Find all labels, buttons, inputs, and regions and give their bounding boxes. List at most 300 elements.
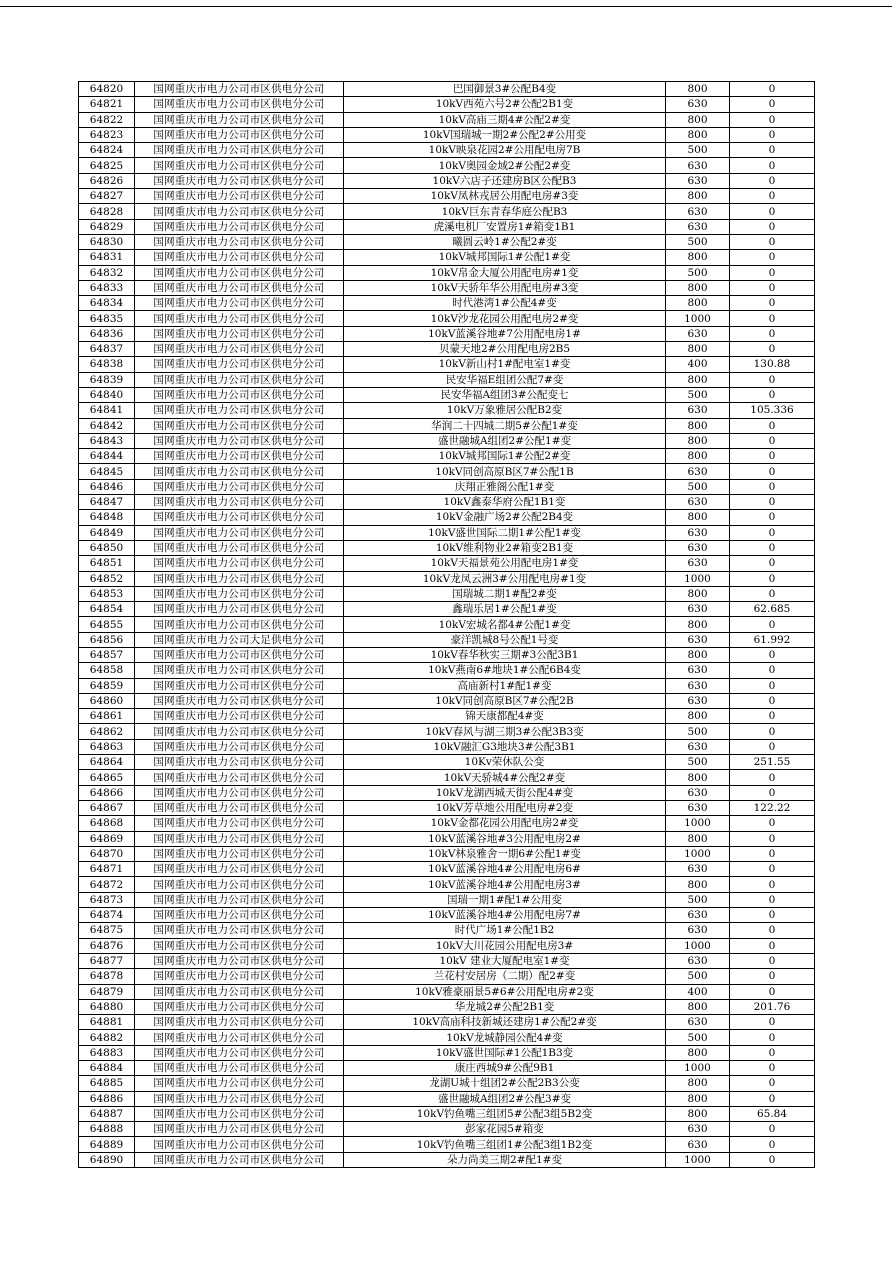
cell-name: 10kV蓝溪谷地4#公用配电房7# — [344, 908, 666, 923]
cell-name: 巴国御景3#公配B4变 — [344, 82, 666, 97]
cell-value: 0 — [730, 938, 815, 953]
cell-org: 国网重庆市电力公司市区供电分公司 — [135, 158, 344, 173]
cell-value: 0 — [730, 892, 815, 907]
cell-capacity: 1000 — [666, 846, 730, 861]
cell-name: 10kV蓝溪谷地4#公用配电房6# — [344, 862, 666, 877]
cell-id: 64850 — [79, 540, 135, 555]
table-row — [79, 693, 815, 708]
cell-name: 高庙新村1#配1#变 — [344, 678, 666, 693]
cell-id: 64822 — [79, 112, 135, 127]
cell-id: 64825 — [79, 158, 135, 173]
cell-value: 0 — [730, 204, 815, 219]
transformer-table — [78, 81, 815, 1168]
cell-org: 国网重庆市电力公司市区供电分公司 — [135, 418, 344, 433]
cell-capacity: 800 — [666, 82, 730, 97]
cell-value: 62.685 — [730, 602, 815, 617]
cell-value: 0 — [730, 143, 815, 158]
cell-name: 10kV凤林戎居公用配电房#3变 — [344, 189, 666, 204]
cell-id: 64835 — [79, 311, 135, 326]
cell-capacity: 630 — [666, 923, 730, 938]
table-row — [79, 1015, 815, 1030]
table-row — [79, 877, 815, 892]
cell-name: 10kV大川花园公用配电房3# — [344, 938, 666, 953]
cell-value: 0 — [730, 831, 815, 846]
table-row — [79, 556, 815, 571]
cell-name: 民安华福A组团3#公配变七 — [344, 387, 666, 402]
cell-org: 国网重庆市电力公司市区供电分公司 — [135, 816, 344, 831]
table-row — [79, 602, 815, 617]
cell-id: 64888 — [79, 1122, 135, 1137]
table-row — [79, 923, 815, 938]
cell-org: 国网重庆市电力公司市区供电分公司 — [135, 250, 344, 265]
cell-value: 0 — [730, 112, 815, 127]
cell-capacity: 500 — [666, 234, 730, 249]
cell-capacity: 400 — [666, 357, 730, 372]
cell-org: 国网重庆市电力公司市区供电分公司 — [135, 892, 344, 907]
cell-org: 国网重庆市电力公司市区供电分公司 — [135, 357, 344, 372]
cell-name: 10kV金都花园公用配电房2#变 — [344, 816, 666, 831]
cell-org: 国网重庆市电力公司市区供电分公司 — [135, 755, 344, 770]
cell-id: 64865 — [79, 770, 135, 785]
cell-id: 64874 — [79, 908, 135, 923]
table-row — [79, 326, 815, 341]
cell-name: 华龙城2#公配2B1变 — [344, 999, 666, 1014]
cell-value: 0 — [730, 969, 815, 984]
cell-capacity: 630 — [666, 326, 730, 341]
cell-capacity: 800 — [666, 999, 730, 1014]
cell-value: 0 — [730, 540, 815, 555]
cell-capacity: 630 — [666, 1015, 730, 1030]
cell-capacity: 800 — [666, 831, 730, 846]
cell-capacity: 800 — [666, 280, 730, 295]
table-row — [79, 143, 815, 158]
table-row — [79, 464, 815, 479]
cell-org: 国网重庆市电力公司市区供电分公司 — [135, 525, 344, 540]
cell-capacity: 630 — [666, 693, 730, 708]
cell-capacity: 1000 — [666, 938, 730, 953]
cell-name: 10kV龙凤云洲3#公用配电房#1变 — [344, 571, 666, 586]
cell-name: 10kV万象雅居公配B2变 — [344, 403, 666, 418]
cell-id: 64869 — [79, 831, 135, 846]
table-row — [79, 311, 815, 326]
cell-value: 0 — [730, 173, 815, 188]
table-row — [79, 433, 815, 448]
cell-name: 10kV盛世国际#1公配1B3变 — [344, 1045, 666, 1060]
cell-value: 0 — [730, 1030, 815, 1045]
cell-id: 64841 — [79, 403, 135, 418]
cell-id: 64881 — [79, 1015, 135, 1030]
cell-capacity: 1000 — [666, 571, 730, 586]
cell-value: 0 — [730, 219, 815, 234]
cell-name: 10kV宏城名都4#公配1#变 — [344, 617, 666, 632]
table-row — [79, 816, 815, 831]
cell-id: 64823 — [79, 127, 135, 142]
cell-value: 0 — [730, 953, 815, 968]
cell-org: 国网重庆市电力公司市区供电分公司 — [135, 143, 344, 158]
cell-capacity: 500 — [666, 387, 730, 402]
cell-name: 锦天康都配4#变 — [344, 709, 666, 724]
cell-name: 10kV帛金大厦公用配电房#1变 — [344, 265, 666, 280]
cell-name: 10kV城邦国际1#公配1#变 — [344, 250, 666, 265]
cell-id: 64875 — [79, 923, 135, 938]
cell-org: 国网重庆市电力公司市区供电分公司 — [135, 1122, 344, 1137]
cell-value: 0 — [730, 280, 815, 295]
table-row — [79, 1076, 815, 1091]
cell-capacity: 630 — [666, 663, 730, 678]
cell-name: 10kV同创高原B区7#公配1B — [344, 464, 666, 479]
cell-id: 64877 — [79, 953, 135, 968]
cell-org: 国网重庆市电力公司市区供电分公司 — [135, 234, 344, 249]
cell-capacity: 630 — [666, 739, 730, 754]
table-row — [79, 908, 815, 923]
cell-value: 0 — [730, 342, 815, 357]
cell-id: 64863 — [79, 739, 135, 754]
table-row — [79, 892, 815, 907]
cell-value: 0 — [730, 617, 815, 632]
cell-capacity: 800 — [666, 449, 730, 464]
cell-org: 国网重庆市电力公司市区供电分公司 — [135, 204, 344, 219]
cell-name: 盛世融城A组团2#公配3#变 — [344, 1091, 666, 1106]
cell-name: 民安华福E组团公配7#变 — [344, 372, 666, 387]
cell-org: 国网重庆市电力公司市区供电分公司 — [135, 969, 344, 984]
cell-value: 0 — [730, 495, 815, 510]
cell-id: 64852 — [79, 571, 135, 586]
cell-name: 10kV奥园金域2#公配2#变 — [344, 158, 666, 173]
table-row — [79, 418, 815, 433]
cell-capacity: 500 — [666, 755, 730, 770]
cell-org: 国网重庆市电力公司市区供电分公司 — [135, 479, 344, 494]
cell-org: 国网重庆市电力公司市区供电分公司 — [135, 1091, 344, 1106]
cell-capacity: 800 — [666, 127, 730, 142]
table-body — [79, 82, 815, 1168]
cell-value: 0 — [730, 510, 815, 525]
cell-capacity: 1000 — [666, 816, 730, 831]
cell-capacity: 630 — [666, 678, 730, 693]
table-row — [79, 709, 815, 724]
cell-name: 庆翔正雅阁公配1#变 — [344, 479, 666, 494]
cell-org: 国网重庆市电力公司市区供电分公司 — [135, 540, 344, 555]
cell-value: 0 — [730, 311, 815, 326]
cell-value: 0 — [730, 372, 815, 387]
table-row — [79, 586, 815, 601]
cell-org: 国网重庆市电力公司市区供电分公司 — [135, 1152, 344, 1167]
cell-value: 0 — [730, 1061, 815, 1076]
cell-value: 0 — [730, 418, 815, 433]
cell-value: 0 — [730, 770, 815, 785]
cell-value: 0 — [730, 877, 815, 892]
table-row — [79, 495, 815, 510]
cell-org: 国网重庆市电力公司市区供电分公司 — [135, 693, 344, 708]
cell-value: 65.84 — [730, 1106, 815, 1121]
cell-capacity: 800 — [666, 1106, 730, 1121]
table-row — [79, 127, 815, 142]
cell-value: 0 — [730, 785, 815, 800]
cell-value: 0 — [730, 449, 815, 464]
table-row — [79, 663, 815, 678]
cell-id: 64878 — [79, 969, 135, 984]
cell-value: 0 — [730, 984, 815, 999]
table-row — [79, 739, 815, 754]
cell-org: 国网重庆市电力公司市区供电分公司 — [135, 571, 344, 586]
cell-id: 64871 — [79, 862, 135, 877]
table-row — [79, 525, 815, 540]
cell-id: 64864 — [79, 755, 135, 770]
cell-capacity: 800 — [666, 433, 730, 448]
cell-value: 0 — [730, 479, 815, 494]
cell-org: 国网重庆市电力公司市区供电分公司 — [135, 709, 344, 724]
cell-org: 国网重庆市电力公司市区供电分公司 — [135, 877, 344, 892]
cell-name: 虎溪电机厂安置房1#箱变1B1 — [344, 219, 666, 234]
cell-org: 国网重庆市电力公司市区供电分公司 — [135, 1015, 344, 1030]
cell-name: 10kV林泉雅舍一期6#公配1#变 — [344, 846, 666, 861]
cell-org: 国网重庆市电力公司市区供电分公司 — [135, 112, 344, 127]
cell-value: 0 — [730, 387, 815, 402]
cell-value: 0 — [730, 678, 815, 693]
cell-org: 国网重庆市电力公司市区供电分公司 — [135, 663, 344, 678]
cell-name: 10kV西苑六号2#公配2B1变 — [344, 97, 666, 112]
cell-id: 64820 — [79, 82, 135, 97]
table-row — [79, 280, 815, 295]
cell-id: 64885 — [79, 1076, 135, 1091]
cell-id: 64886 — [79, 1091, 135, 1106]
cell-value: 0 — [730, 1152, 815, 1167]
cell-value: 0 — [730, 82, 815, 97]
cell-name: 10kV燕南6#地块1#公配6B4变 — [344, 663, 666, 678]
cell-org: 国网重庆市电力公司市区供电分公司 — [135, 831, 344, 846]
cell-org: 国网重庆市电力公司市区供电分公司 — [135, 800, 344, 815]
table-row — [79, 938, 815, 953]
cell-capacity: 800 — [666, 1091, 730, 1106]
cell-id: 64861 — [79, 709, 135, 724]
cell-org: 国网重庆市电力公司市区供电分公司 — [135, 82, 344, 97]
cell-capacity: 630 — [666, 219, 730, 234]
cell-name: 10kV雅豪丽景5#6#公用配电房#2变 — [344, 984, 666, 999]
cell-value: 0 — [730, 158, 815, 173]
table-row — [79, 372, 815, 387]
cell-name: 10kV春风与湖三期3#公配3B3变 — [344, 724, 666, 739]
table-row — [79, 984, 815, 999]
cell-name: 时代广场1#公配1B2 — [344, 923, 666, 938]
cell-id: 64876 — [79, 938, 135, 953]
cell-org: 国网重庆市电力公司市区供电分公司 — [135, 1061, 344, 1076]
cell-id: 64873 — [79, 892, 135, 907]
cell-capacity: 500 — [666, 143, 730, 158]
cell-id: 64836 — [79, 326, 135, 341]
cell-id: 64868 — [79, 816, 135, 831]
table-row — [79, 112, 815, 127]
cell-id: 64848 — [79, 510, 135, 525]
cell-name: 10kV 建业大厦配电室1#变 — [344, 953, 666, 968]
cell-name: 10kV高庙科技新城还建房1#公配2#变 — [344, 1015, 666, 1030]
cell-org: 国网重庆市电力公司市区供电分公司 — [135, 770, 344, 785]
cell-id: 64884 — [79, 1061, 135, 1076]
cell-org: 国网重庆市电力公司市区供电分公司 — [135, 647, 344, 662]
cell-value: 0 — [730, 234, 815, 249]
table-row — [79, 1091, 815, 1106]
cell-name: 国瑞一期1#配1#公用变 — [344, 892, 666, 907]
cell-name: 贝蒙天地2#公用配电房2B5 — [344, 342, 666, 357]
table-row — [79, 678, 815, 693]
table-row — [79, 158, 815, 173]
cell-name: 10kV维利物业2#箱变2B1变 — [344, 540, 666, 555]
cell-id: 64821 — [79, 97, 135, 112]
cell-value: 0 — [730, 1137, 815, 1152]
cell-org: 国网重庆市电力公司市区供电分公司 — [135, 449, 344, 464]
table-row — [79, 770, 815, 785]
table-row — [79, 846, 815, 861]
cell-org: 国网重庆市电力公司市区供电分公司 — [135, 510, 344, 525]
cell-id: 64859 — [79, 678, 135, 693]
table-row — [79, 82, 815, 97]
cell-org: 国网重庆市电力公司市区供电分公司 — [135, 219, 344, 234]
cell-org: 国网重庆市电力公司市区供电分公司 — [135, 953, 344, 968]
cell-id: 64824 — [79, 143, 135, 158]
cell-org: 国网重庆市电力公司市区供电分公司 — [135, 586, 344, 601]
cell-id: 64845 — [79, 464, 135, 479]
cell-org: 国网重庆市电力公司市区供电分公司 — [135, 1045, 344, 1060]
cell-id: 64828 — [79, 204, 135, 219]
cell-capacity: 500 — [666, 892, 730, 907]
cell-id: 64838 — [79, 357, 135, 372]
cell-name: 10kV钓鱼嘴三组团5#公配3组5B2变 — [344, 1106, 666, 1121]
cell-value: 105.336 — [730, 403, 815, 418]
cell-name: 鑫瑞乐居1#公配1#变 — [344, 602, 666, 617]
cell-org: 国网重庆市电力公司市区供电分公司 — [135, 433, 344, 448]
cell-capacity: 500 — [666, 1030, 730, 1045]
cell-name: 10kV沙龙花园公用配电房2#变 — [344, 311, 666, 326]
cell-capacity: 630 — [666, 464, 730, 479]
cell-capacity: 800 — [666, 877, 730, 892]
cell-name: 10kV巨东青春华庭公配B3 — [344, 204, 666, 219]
cell-name: 10kV六店子还建房B区公配B3 — [344, 173, 666, 188]
cell-org: 国网重庆市电力公司市区供电分公司 — [135, 602, 344, 617]
table-row — [79, 189, 815, 204]
cell-org: 国网重庆市电力公司市区供电分公司 — [135, 189, 344, 204]
cell-org: 国网重庆市电力公司市区供电分公司 — [135, 938, 344, 953]
cell-org: 国网重庆市电力公司市区供电分公司 — [135, 617, 344, 632]
cell-value: 0 — [730, 1091, 815, 1106]
cell-value: 61.992 — [730, 632, 815, 647]
cell-capacity: 800 — [666, 647, 730, 662]
cell-value: 0 — [730, 571, 815, 586]
cell-id: 64846 — [79, 479, 135, 494]
cell-id: 64843 — [79, 433, 135, 448]
table-row — [79, 785, 815, 800]
cell-name: 10kV芳草地公用配电房#2变 — [344, 800, 666, 815]
cell-capacity: 630 — [666, 602, 730, 617]
cell-org: 国网重庆市电力公司市区供电分公司 — [135, 739, 344, 754]
table-row — [79, 1030, 815, 1045]
cell-capacity: 1000 — [666, 1152, 730, 1167]
cell-name: 10kV新山村1#配电室1#变 — [344, 357, 666, 372]
cell-value: 0 — [730, 326, 815, 341]
table-row — [79, 1061, 815, 1076]
cell-value: 0 — [730, 127, 815, 142]
table-row — [79, 953, 815, 968]
cell-id: 64889 — [79, 1137, 135, 1152]
cell-value: 251.55 — [730, 755, 815, 770]
cell-id: 64837 — [79, 342, 135, 357]
cell-capacity: 630 — [666, 556, 730, 571]
table-row — [79, 969, 815, 984]
table-row — [79, 831, 815, 846]
cell-value: 0 — [730, 816, 815, 831]
cell-org: 国网重庆市电力公司市区供电分公司 — [135, 464, 344, 479]
cell-org: 国网重庆市电力公司市区供电分公司 — [135, 556, 344, 571]
table-row — [79, 724, 815, 739]
cell-capacity: 800 — [666, 112, 730, 127]
cell-name: 华润二十四城二期5#公配1#变 — [344, 418, 666, 433]
cell-id: 64847 — [79, 495, 135, 510]
cell-name: 盛世融城A组团2#公配1#变 — [344, 433, 666, 448]
cell-name: 10kV同创高原B区7#公配2B — [344, 693, 666, 708]
cell-capacity: 800 — [666, 296, 730, 311]
cell-org: 国网重庆市电力公司市区供电分公司 — [135, 1137, 344, 1152]
table-row — [79, 510, 815, 525]
table-row — [79, 234, 815, 249]
cell-capacity: 500 — [666, 265, 730, 280]
cell-id: 64853 — [79, 586, 135, 601]
cell-capacity: 630 — [666, 908, 730, 923]
cell-value: 0 — [730, 464, 815, 479]
cell-org: 国网重庆市电力公司市区供电分公司 — [135, 724, 344, 739]
cell-org: 国网重庆市电力公司市区供电分公司 — [135, 1076, 344, 1091]
cell-value: 122.22 — [730, 800, 815, 815]
cell-value: 0 — [730, 189, 815, 204]
cell-capacity: 800 — [666, 342, 730, 357]
cell-org: 国网重庆市电力公司市区供电分公司 — [135, 97, 344, 112]
table-row — [79, 250, 815, 265]
cell-capacity: 800 — [666, 770, 730, 785]
cell-org: 国网重庆市电力公司市区供电分公司 — [135, 296, 344, 311]
cell-capacity: 630 — [666, 785, 730, 800]
table-row — [79, 632, 815, 647]
cell-capacity: 800 — [666, 189, 730, 204]
cell-id: 64880 — [79, 999, 135, 1014]
cell-org: 国网重庆市电力公司市区供电分公司 — [135, 495, 344, 510]
cell-value: 0 — [730, 693, 815, 708]
cell-id: 64855 — [79, 617, 135, 632]
cell-id: 64867 — [79, 800, 135, 815]
table-row — [79, 479, 815, 494]
cell-value: 0 — [730, 265, 815, 280]
table-row — [79, 647, 815, 662]
cell-org: 国网重庆市电力公司市区供电分公司 — [135, 173, 344, 188]
cell-name: 10kV钓鱼嘴三组团1#公配3组1B2变 — [344, 1137, 666, 1152]
cell-id: 64862 — [79, 724, 135, 739]
cell-value: 0 — [730, 1122, 815, 1137]
cell-capacity: 500 — [666, 479, 730, 494]
table-row — [79, 265, 815, 280]
cell-org: 国网重庆市电力公司市区供电分公司 — [135, 403, 344, 418]
cell-name: 10kV蓝溪谷地4#公用配电房3# — [344, 877, 666, 892]
cell-id: 64830 — [79, 234, 135, 249]
cell-org: 国网重庆市电力公司市区供电分公司 — [135, 923, 344, 938]
cell-id: 64866 — [79, 785, 135, 800]
cell-name: 10kV天骄年华公用配电房#3变 — [344, 280, 666, 295]
cell-id: 64829 — [79, 219, 135, 234]
cell-org: 国网重庆市电力公司市区供电分公司 — [135, 280, 344, 295]
cell-id: 64844 — [79, 449, 135, 464]
cell-id: 64851 — [79, 556, 135, 571]
cell-id: 64839 — [79, 372, 135, 387]
cell-name: 10kV映泉花园2#公用配电房7B — [344, 143, 666, 158]
cell-value: 0 — [730, 663, 815, 678]
cell-org: 国网重庆市电力公司市区供电分公司 — [135, 387, 344, 402]
cell-value: 0 — [730, 296, 815, 311]
cell-id: 64832 — [79, 265, 135, 280]
cell-name: 10kV国瑞城一期2#公配2#公用变 — [344, 127, 666, 142]
